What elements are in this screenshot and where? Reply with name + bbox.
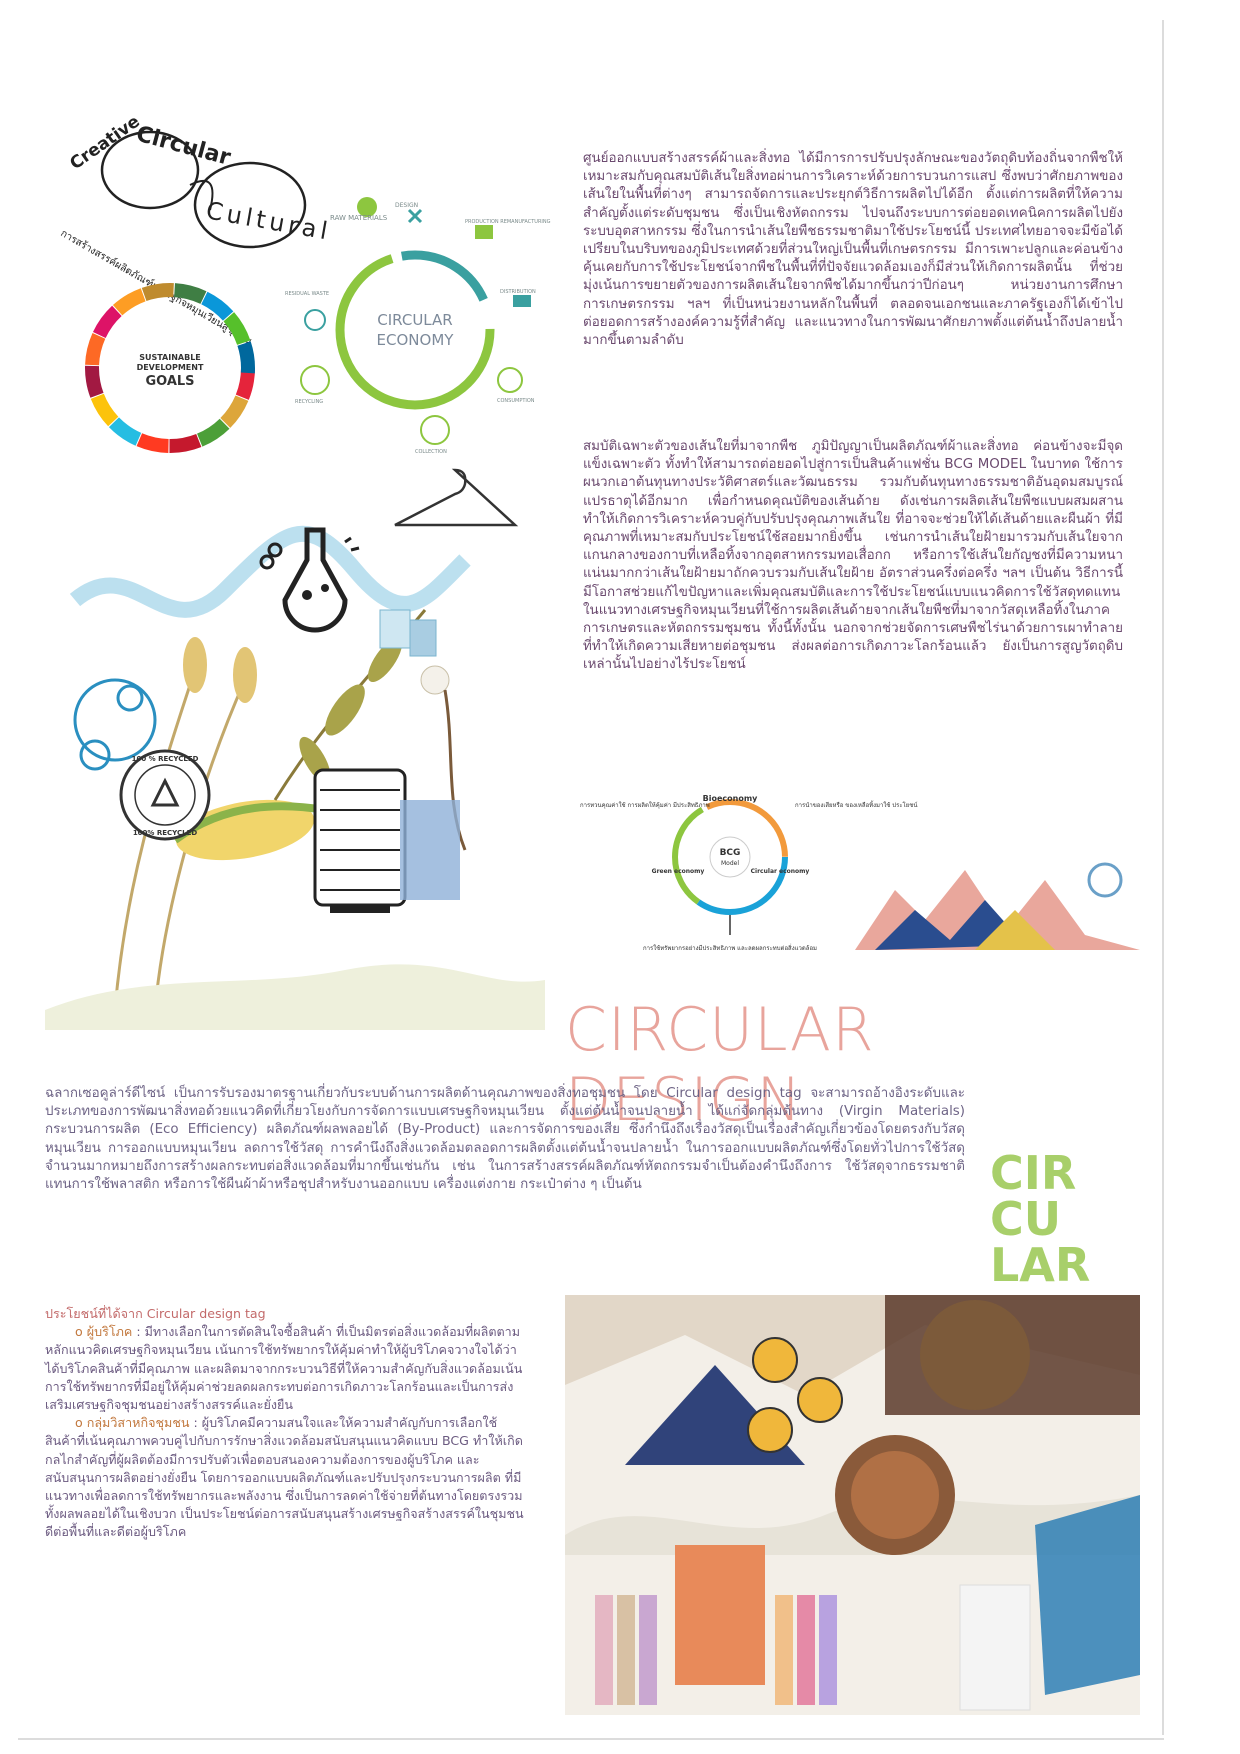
hanger-icon (395, 470, 515, 525)
mountain-collage-image (855, 840, 1140, 960)
circular-economy-diagram (275, 195, 560, 465)
stamp-line2: CU (990, 1192, 1062, 1246)
yarn-spool-icon (380, 610, 410, 648)
textile-illustration-collage (45, 470, 545, 1030)
stamp-line1: CIR (990, 1146, 1077, 1200)
stage-collection: COLLECTION (415, 449, 447, 455)
logo-thai-text: การสร้างสรรค์ผลิตภัณฑ์เศรษฐกิจหมุนเวียนสู่ชุมชน (58, 228, 254, 348)
stage-raw-materials: RAW MATERIALS (330, 214, 388, 222)
bcg-center1: BCG (719, 848, 741, 858)
logo-creative-text: Creative (66, 111, 144, 175)
science-flask-icon (261, 530, 359, 630)
cycle-coin-icon (748, 1408, 792, 1452)
community-textile-photo-collage (565, 1295, 1140, 1715)
stage-production: PRODUCTION REMANUFACTURING (465, 219, 551, 225)
collection-icon (421, 416, 449, 444)
logo-cultural-text: Cultural (203, 196, 334, 246)
bcg-circular: Circular economy (750, 868, 810, 875)
stage-design: DESIGN (395, 202, 419, 209)
stage-residual-waste: RESIDUAL WASTE (285, 291, 330, 297)
sdg-line3: GOALS (145, 374, 195, 389)
bcg-bottom-note: การใช้ทรัพยากรอย่างมีประสิทธิภาพ และลดผลกระทบต่อสิ่งแวดล้อม (642, 945, 818, 952)
circular-stamp-logo (990, 1146, 1120, 1292)
page-edge-bottom (18, 1738, 1164, 1740)
circular-economy-label2: ECONOMY (376, 331, 454, 349)
benefit-item-consumer-label: o ผู้บริโภค (75, 1324, 133, 1340)
benefits-section (45, 1305, 525, 1542)
sdg-line1: SUSTAINABLE (139, 353, 201, 362)
circular-design-title: CIRCULAR DESIGN (565, 995, 875, 1135)
benefit-item-consumer-text: : มีทางเลือกในการตัดสินใจซื้อสินค้า ที่เป็นมิตรต่อสิ่งแวดล้อมที่ผลิตตามหลักแนวคิดเศรษฐกิจหมุนเวียน เน้นการใช้ทรัพยากรให้คุ้มค่าทำให้ผู้บริโภคจวางใจได้ว่า ได้บริโภคสินค้าที่มีคุณภาพ และผลิตมาจากกระบวนวิธีที่ให้ความสำคัญกับสิ่งแวดล้อมเน้นการใช้ทรัพยากรที่มีอยู่ให้คุ้มค่าช่วยลดผลกระทบต่อการเกิดภาวะโลกร้อนและเป็นการส่งเสริมเศรษฐกิจชุมชนอย่างสร้างสรรค์และยั่งยืน (45, 1324, 523, 1413)
sdg-wheel (70, 268, 270, 468)
sdg-line2: DEVELOPMENT (136, 363, 204, 372)
wheat-head-icon (183, 637, 207, 693)
circular-economy-label1: CIRCULAR (377, 311, 453, 329)
cotton-icon (421, 666, 449, 694)
circular-design-paragraph: ฉลากเซอคูล่าร์ดีไซน์ เป็นการรับรองมาตรฐานเกี่ยวกับระบบด้านการผลิตด้านคุณภาพของสิ่งทอชุมชน โดย Circular design tag จะสามารถอ้างอิงระดับและประเภทของการพัฒนาสิ่งทอด้วยแนวคิดที่เกี่ยวโยงกับการจัดการแบบเศรษฐกิจหมุนเวียน ตั้งแต่ต้นน้ำจนปลายน้ำ ได้แก่จัดกลุ่มต้นทาง (Virgin Materials) กระบวนการผลิต (Eco Efficiency) ผลิตภัณฑ์ผลพลอยได้ (By-Product) และการจัดการของเสีย ซึ่งกำนึงถึงเรื่องวัสดุเป็นเรื่องสำคัญเกี่ยวข้องโดยตรงกับวัสดุหมุนเวียน การออกแบบหมุนเวียน ลดการใช้วัสดุ การคำนึงถึงสิ่งแวดล้อมตลอดการผลิตตั้งแต่ต้นน้ำจนปลายน้ำ ในการออกแบบผลิตภัณฑ์ซึ่งโดยทั่วไปการใช้วัสดุจำนวนมากหมายถึงการสร้างผลกระทบต่อสิ่งแวดล้อมที่มากขึ้นเช่นกัน เช่น ในการสร้างสรรค์ผลิตภัณฑ์หัตถกรรมจำเป็นต้องคำนึงถึงการ ใช้วัสดุจากธรรมชาติแทนการใช้พลาสติก หรือการใช้ผืนผ้าผ้าหรือชุปสำหรับงานออกแบบ เครื่องแต่งกาย กระเป๋าต่าง ๆ เป็นต้น (45, 1086, 965, 1193)
stage-recycling: RECYCLING (295, 399, 324, 405)
benefit-item-consumer (45, 1323, 525, 1414)
residual-waste-icon (305, 310, 325, 330)
bcg-model-diagram (580, 775, 918, 960)
consumption-icon (498, 368, 522, 392)
page-edge-right (1162, 20, 1164, 1735)
badge-bottom-text: 100% RECYCLED (132, 829, 198, 837)
globe-icon (1089, 864, 1121, 896)
bcg-green: Green economy (651, 868, 705, 875)
thread-spool-icon (315, 770, 405, 913)
right-paragraph-1: ศูนย์ออกแบบสร้างสรรค์ผ้าและสิ่งทอ ได้มีการการปรับปรุงลักษณะของวัตถุดิบท้องถิ่นจากพืชให้เหมาะสมกับคุณสมบัติเส้นใยสิ่งทอผ่านการวิเคราะห์ด้วยการบวนการแสป ซึ่งพบว่าศักยภาพของเส้นใยในพื้นที่ต่างๆ สามารถจัดการและประยุกต์วิธีการผลิตไปได้อีก ตั้งแต่การผลิตที่ให้ความสำคัญตั้งแต่ระดับชุมชน ซึ่งเป็นเชิงหัตถกรรม ไปจนถึงระบบการต่อยอดเทคนิคการผลิตไปยังระบบอุตสาหกรรม ซึ่งในการนำเส้นใยพืชธรรมชาติมาใช้ประโยชน์นี้ ประเทศไทยอาจจะมีข้อได้เปรียบในบริบทของภูมิประเทศด้วยที่ส่วนใหญ่เป็นพื้นที่เกษตรกรรม มีการเพาะปลูกและค่อนข้างคุ้นเคยกับการใช้ประโยชน์จากพืชในพื้นที่ที่ปัจจัยแวดล้อมเองก็มีส่วนให้เกิดการผลิตนั้น ที่ช่วยมุ่งเน้นการขยายตัวของการผลิตเส้นใยจากพืชได้มากขึ้นกว่าปีก่อนๆ หน่วยงานการศึกษา การเกษตรกรรม ฯลฯ ที่เป็นหน่วยงานหลักในพื้นที่ ตลอดจนเอกชนและภาครัฐเองก็ได้เข้าไปต่อยอดการสร้างองค์ความรู้ที่สำคัญ และแนวทางในการพัฒนาศักยภาพตั้งแต่ต้นน้ำถึงปลายน้ำมากขึ้นตามลำดับ (583, 151, 1123, 349)
bcg-bio: Bioeconomy (702, 794, 758, 803)
design-icon (409, 210, 421, 222)
bcg-right-note: การนำของเสียหรือ ของเหลือทิ้งมาใช้ ประโยชน์ (795, 802, 918, 809)
production-icon (475, 225, 493, 239)
weaver-woman-photo (675, 1545, 765, 1685)
model-white-outfit-photo (960, 1585, 1030, 1710)
benefit-item-community-label: o กลุ่มวิสาหกิจชุมชน (75, 1415, 190, 1431)
blue-fabric-icon (400, 800, 460, 900)
recycled-badge (121, 751, 209, 839)
stage-consumption: CONSUMPTION (497, 398, 535, 404)
leaf-coin-icon (753, 1338, 797, 1382)
stamp-line3: LAR (990, 1238, 1091, 1292)
bcg-center2: Model (720, 860, 740, 867)
benefit-item-community-text: : ผู้บริโภคมีความสนใจและให้ความสำคัญกับการเลือกใช้สินค้าที่เน้นคุณภาพควบคู่ไปกับการรักษาสิ่งแวดล้อมสนับสนุนแนวคิดแบบ BCG ทำให้เกิดกลไกสำคัญที่ผู้ผลิตต้องมีการปรับตัวเพื่อตอบสนองความต้องการของผู้บริโภค และสนับสนุนการผลิตอย่างยั่งยืน โดยการออกแบบผลิตภัณฑ์และปรับปรุงกระบวนการผลิต ที่มีแนวทางเพื่อลดการใช้ทรัพยากรและพลังงาน ซึ่งเป็นการลดค่าใช้จ่ายที่ต้นทางโดยตรงรวมทั้งผลพลอยได้ในเชิงบวก เป็นประโยชน์ต่อการสนับสนุนสร้างเศรษฐกิจสร้างสรรค์ในชุมชน ดีต่อพื้นที่และดีต่อผู้บริโภค (45, 1415, 524, 1540)
blue-fabric-photo (1035, 1495, 1140, 1695)
benefits-heading: ประโยชน์ที่ได้จาก Circular design tag (45, 1306, 266, 1321)
stage-distribution: DISTRIBUTION (500, 289, 536, 295)
herb-basket-photo (920, 1300, 1030, 1410)
bcg-left-note: การทวนคุณค่าใช้ การผลิตให้คุ้มค่า มีประสิทธิภาพ (580, 802, 710, 809)
logo-circular-text: Circular (133, 121, 234, 171)
distribution-icon (513, 295, 531, 307)
badge-top-text: 100 % RECYCLED (131, 755, 199, 763)
benefit-item-community (45, 1414, 525, 1541)
recycling-icon (301, 366, 329, 394)
dollar-coin-icon (798, 1378, 842, 1422)
right-paragraph-2: สมบัติเฉพาะตัวของเส้นใยที่มาจากพืช ภูมิปัญญาเป็นผลิตภัณฑ์ผ้าและสิ่งทอ ค่อนข้างจะมีจุดแข็งเฉพาะตัว ทั้งทำให้สามารถต่อยอดไปสู่การเป็นสินค้าแฟชั่น BCG MODEL ในบาทด ใช้การผนวกเอาต้นทุนทางประวัติศาสตร์และวัฒนธรรม รวมกับต้นทุนทางธรรมชาติอันอุดมสมบูรณ์แปรธาตุได้อีกมาก เพื่อกำหนดคุณบัติของเส้นด้าย ดังเช่นการผลิตเส้นใยพืชแบบผสมผสาน ทำให้เกิดการวิเคราะห์ควบคู่กับปรับปรุงคุณภาพเส้นใย ที่อาจจะช่วยให้ได้เส้นด้ายและผืนผ้า ที่มีคุณภาพที่เหมาะสมกับประโยชน์ใช้สอยมากยิ่งขึ้น เช่นการนำเส้นใยฝ้ายมารวมกับเส้นใยจากแกนกลางของกาบที่เหลือทิ้งจากอุตสาหกรรมทอเสื่อกก หรือการใช้เส้นใยกัญชงที่มีความหนาแน่นมากกว่าเส้นใยฝ้ายมาถักควบรวมกับเส้นใยฝ้าย อัตราส่วนครึ่งต่อครึ่ง ฯลฯ เป็นต้น วิธีการนี้มีโอกาสช่วยแก้ไขปัญหาและเพิ่มคุณสมบัติและการใช้ประโยชน์แบบแนวคิดการใช้วัสดุทดแทน ในแนวทางเศรษฐกิจหมุนเวียนที่ใช้การผลิตเส้นด้ายจากเส้นใยพืชที่มาจากวัสดุเหลือทิ้งในภาคการเกษตรและหัตถกรรมชุมชน ทั้งนี้ทั้งนั้น นอกจากช่วยจัดการเศษพืชไร่นาด้วยการเผาทำลาย ที่ทำให้เกิดความเสียหายต่อชุมชน ส่งผลต่อการเกิดภาวะโลกร้อนแล้ว ยังเป็นการสูญวัตถุดิบเหล่านั้นไปอย่างไร้ประโยชน์ (583, 439, 1123, 673)
